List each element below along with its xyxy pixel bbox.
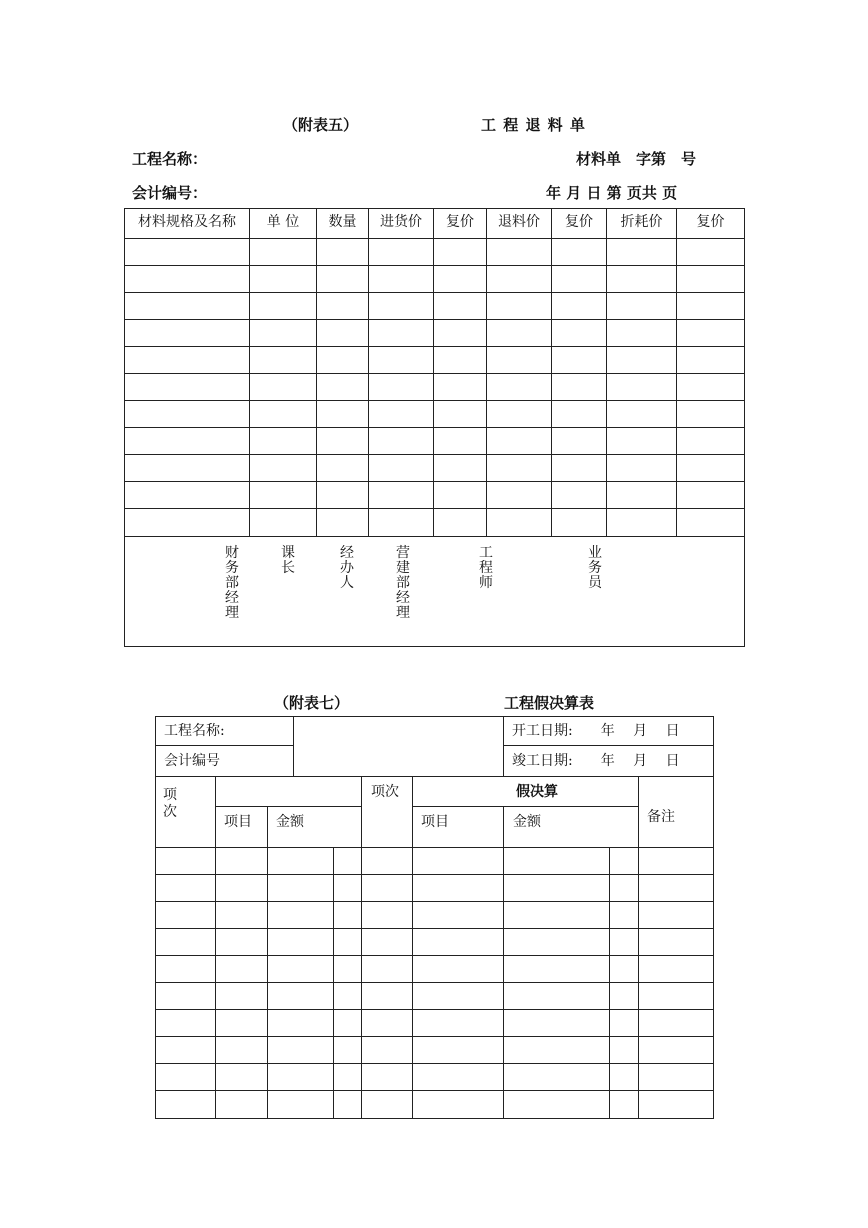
signature-salesperson: 业务员 [588, 545, 602, 591]
form5-header-cell: 复价 [696, 214, 725, 230]
form5-header-cell: 复价 [446, 214, 474, 230]
form7-item-no-right: 项次 [371, 784, 399, 800]
form5-project-name-label: 工程名称： [132, 150, 208, 168]
form7-end-date-label: 竣工日期: 年 月 日 [512, 753, 680, 769]
form7-project-name-label: 工程名称: [164, 723, 225, 739]
form5-account-no-label: 会计编号： [132, 184, 208, 202]
form5-header-cell: 单 位 [266, 214, 300, 230]
form5-header-cell: 折耗价 [620, 214, 663, 230]
signature-engineer: 工程师 [479, 545, 493, 591]
form7-remarks: 备注 [647, 809, 675, 825]
signature-handler: 经办人 [340, 545, 354, 591]
form7-item-left: 项目 [224, 814, 252, 830]
form5-date-page-label: 年 月 日 第 页共 页 [546, 184, 678, 202]
form5-header-cell: 数量 [328, 214, 357, 230]
form7-account-no-label: 会计编号 [164, 753, 220, 769]
form5-header-cell: 复价 [565, 214, 593, 230]
signature-section-chief: 课长 [281, 545, 295, 576]
form7-item-no-left: 项次 [163, 787, 177, 820]
form7-provisional-settlement: 假决算 [516, 784, 558, 800]
form5-header-cell: 进货价 [380, 214, 422, 230]
form7-amount-right: 金额 [513, 814, 541, 830]
form5-title: 工 程 退 料 单 [481, 116, 586, 134]
form7-amount-left: 金额 [276, 814, 304, 830]
signature-finance-manager: 财务部经理 [225, 545, 239, 621]
form7-item-right: 项目 [421, 814, 449, 830]
form7-label: （附表七） [274, 694, 350, 712]
form5-material-no-label: 材料单 字第 号 [576, 150, 697, 168]
form7-start-date-label: 开工日期: 年 月 日 [512, 723, 680, 739]
form5-label: （附表五） [283, 116, 359, 134]
signature-construction-manager: 营建部经理 [396, 545, 410, 621]
form5-header-cell: 材料规格及名称 [138, 214, 236, 230]
form7-title: 工程假决算表 [504, 694, 595, 712]
form5-header-cell: 退料价 [498, 214, 540, 230]
